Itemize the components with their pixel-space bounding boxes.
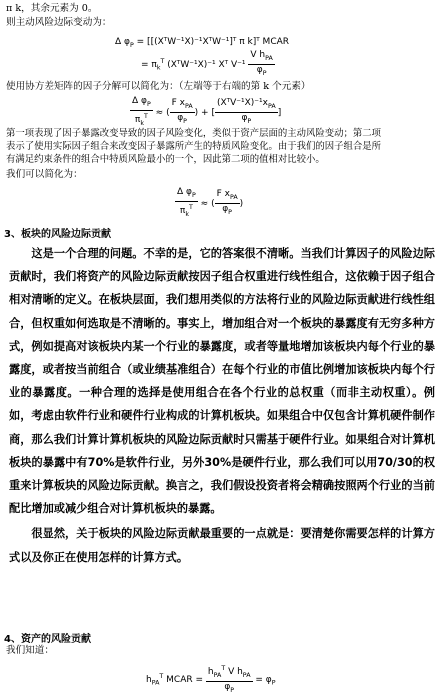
text-line: 我们可以简化为： (6, 169, 83, 180)
text-line: 有满足约束条件的组合中特质风险最小的一个，因此第二项的值相对比较小。 (6, 154, 325, 165)
equation-factor-decomposition: $\frac{\Delta \varphi_P}{\pi_k^T}$ ≈ ( $\frac{F x_{PA}}{\varphi_P}$ ) + [ $\frac{(XᵀV^{-1}X)^{-1}x_{PA}}{\varphi_P}$ ] (132, 96, 282, 127)
equation-asset-risk-contribution: $h_{PA}^T$ MCAR = $\frac{h_{PA}^T V h_{PA}}{\varphi_P}$ = $\varphi_P$ (146, 665, 276, 694)
equation-marginal-risk-2: = $\pi_k^T$ (XᵀW⁻¹X)⁻¹ Xᵀ V⁻¹ $\frac{V h_{PA}}{\varphi_P}$ (141, 50, 273, 77)
paragraph: 这是一个合理的问题。不幸的是，它的答案很不清晰。当我们计算因子的风险边际贡献时，我们将资产的风险边际贡献按因子组合权重进行线性组合，这依赖于因子组合相对清晰的定义。在板块层面，我们想用类似的方法将行业的风险边际贡献进行线性组合，但权重如何选取是不清晰的。事实上，增加组合对一个板块的暴露度有无穷多种方式，例如提高对该板块内某一个行业的暴露度，或者等量地增加该板块内每个行业的暴露度，或者按当前组合（或业绩基准组合）在每个行业的市值比例增加该板块内每个行业的暴露度。一种合理的选择是使用组合在各个行业的总权重（而非主动权重）。例如，考虑由软件行业和硬件行业构成的计算机板块。如果组合中仅包含计算机硬件制作商，那么我们计算计算机板块的风险边际贡献时只需基于硬件行业。如果组合对计算机板块的暴露中有70%是软件行业，另外30%是硬件行业，那么我们可以用70/30的权重来计算板块的风险边际贡献。换言之，我们假设投资者将会精确按照两个行业的当前配比增加或减少组合对计算机板块的暴露。 (9, 247, 435, 516)
text-line: 表示了使用实际因子组合来改变因子暴露所产生的特质风险变化。由于我们的因子组合是所 (6, 141, 382, 152)
section-heading: 4、资产的风险贡献 (4, 634, 91, 645)
text-line: 使用协方差矩阵的因子分解可以简化为：（左端等于右端的第 k 个元素） (6, 81, 311, 92)
equation-simplified: $\frac{\Delta \varphi_P}{\pi_k^T}$ ≈ ( $\frac{F x_{PA}}{\varphi_P}$ ) (177, 187, 244, 218)
body-paragraphs (9, 242, 435, 569)
text-line: 则主动风险边际变动为： (6, 17, 112, 28)
section-heading: 3、板块的风险边际贡献 (4, 229, 111, 240)
text-line: 我们知道： (6, 645, 54, 656)
text-line: 第一项表现了因子暴露改变导致的因子风险变化，类似于资产层面的主动风险变动；第二项 (6, 128, 382, 139)
equation-marginal-risk-1: Δ $\varphi_P$ = [[(XᵀW⁻¹X)⁻¹XᵀW⁻¹]ᵀ π k]ᵀ MCAR (115, 37, 290, 49)
paragraph: 很显然，关于板块的风险边际贡献最重要的一点就是：要清楚你需要怎样的计算方式以及你正在使用怎样的计算方式。 (9, 527, 435, 564)
text-line: π k，其余元素为 0。 (6, 3, 98, 14)
